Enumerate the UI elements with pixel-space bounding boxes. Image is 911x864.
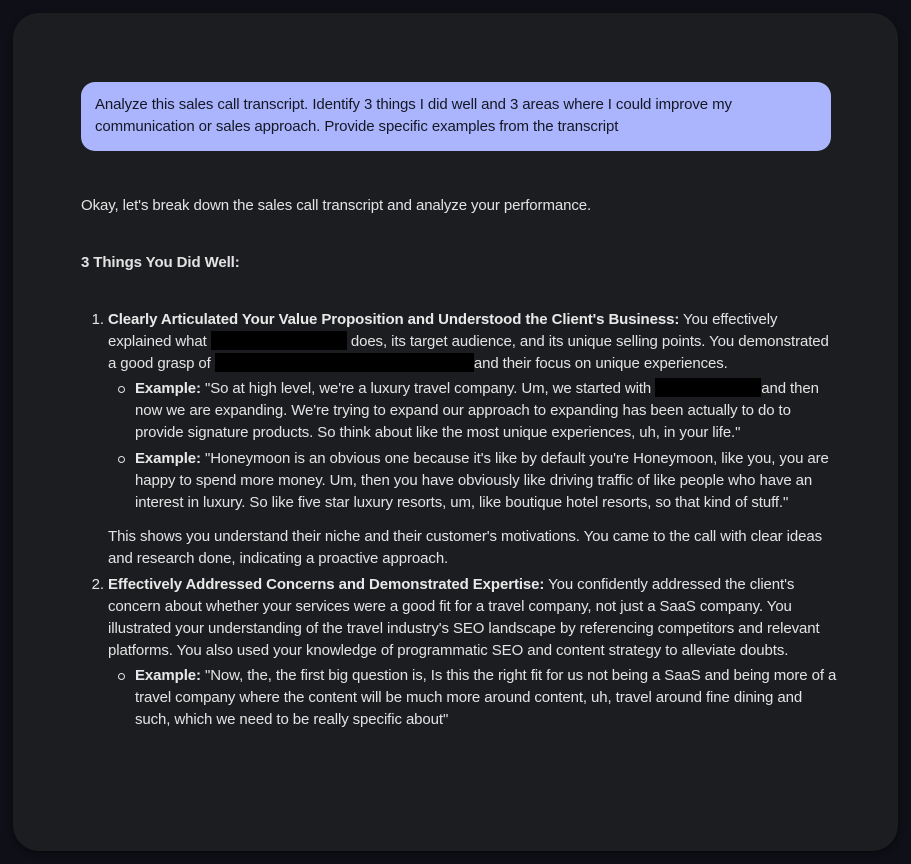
example-quote: and then now we are expanding. We're trying to expand our approach to expanding has been actually to do to provide signature products. So think about like the most unique experiences, uh, in your life.": [135, 380, 819, 441]
strength-body: You effectively explained what: [108, 311, 778, 350]
example-quote: "Honeymoon is an obvious one because it's like by default you're Honeymoon, like you, you are happy to spend more money. Um, then you have obviously like driving traffic of like people who have an interest in luxury. So like five star luxury resorts, um, like boutique hotel resorts, so that kind of stuff.": [135, 450, 829, 511]
user-prompt-text: Analyze this sales call transcript. Identify 3 things I did well and 3 areas where I could improve my communication or sales approach. Provide specific examples from the transcript: [95, 96, 732, 135]
redacted-block: [211, 331, 347, 350]
chat-window: [13, 13, 898, 851]
redacted-block: [655, 378, 761, 397]
example-item: [135, 665, 841, 731]
strength-item-1: [108, 309, 841, 570]
strength-body: and their focus on unique experiences.: [473, 355, 728, 372]
response-intro: Okay, let's break down the sales call transcript and analyze your performance.: [81, 197, 592, 214]
examples-list: [108, 665, 841, 731]
assistant-response: [81, 195, 841, 786]
strength-title: Clearly Articulated Your Value Proposition and Understood the Client's Business:: [108, 311, 680, 328]
strength-item-2: [108, 574, 841, 731]
example-item: [135, 378, 841, 444]
examples-list: [108, 378, 841, 514]
example-item: [135, 448, 841, 514]
strength-summary: This shows you understand their niche and their customer's motivations. You came to the call with clear ideas and research done, indicating a proactive approach.: [108, 528, 823, 567]
example-label: Example:: [135, 667, 201, 684]
strength-body: You confidently addressed the client's concern about whether your services were a good fit for a travel company, not just a SaaS company. You illustrated your understanding of the travel industry's SEO landscape by referencing competitors and relevant platforms. You also used your knowledge of programmatic SEO and content strategy to alleviate doubts.: [108, 576, 820, 659]
example-quote: "Now, the, the first big question is, Is this the right fit for us not being a SaaS and being more of a travel company where the content will be much more around content, uh, travel around fine dining and such, which we need to be really specific about": [135, 667, 837, 728]
example-label: Example:: [135, 380, 201, 397]
redacted-block: [215, 353, 474, 372]
strength-body: does, its target audience, and its unique selling points. You demonstrated a good grasp of: [108, 333, 829, 372]
example-quote: "So at high level, we're a luxury travel company. Um, we started with: [200, 380, 656, 397]
strength-title: Effectively Addressed Concerns and Demonstrated Expertise:: [108, 576, 545, 593]
section-heading: 3 Things You Did Well:: [81, 254, 240, 271]
strengths-list: [81, 309, 841, 731]
example-label: Example:: [135, 450, 201, 467]
user-prompt-bubble: [81, 82, 831, 151]
